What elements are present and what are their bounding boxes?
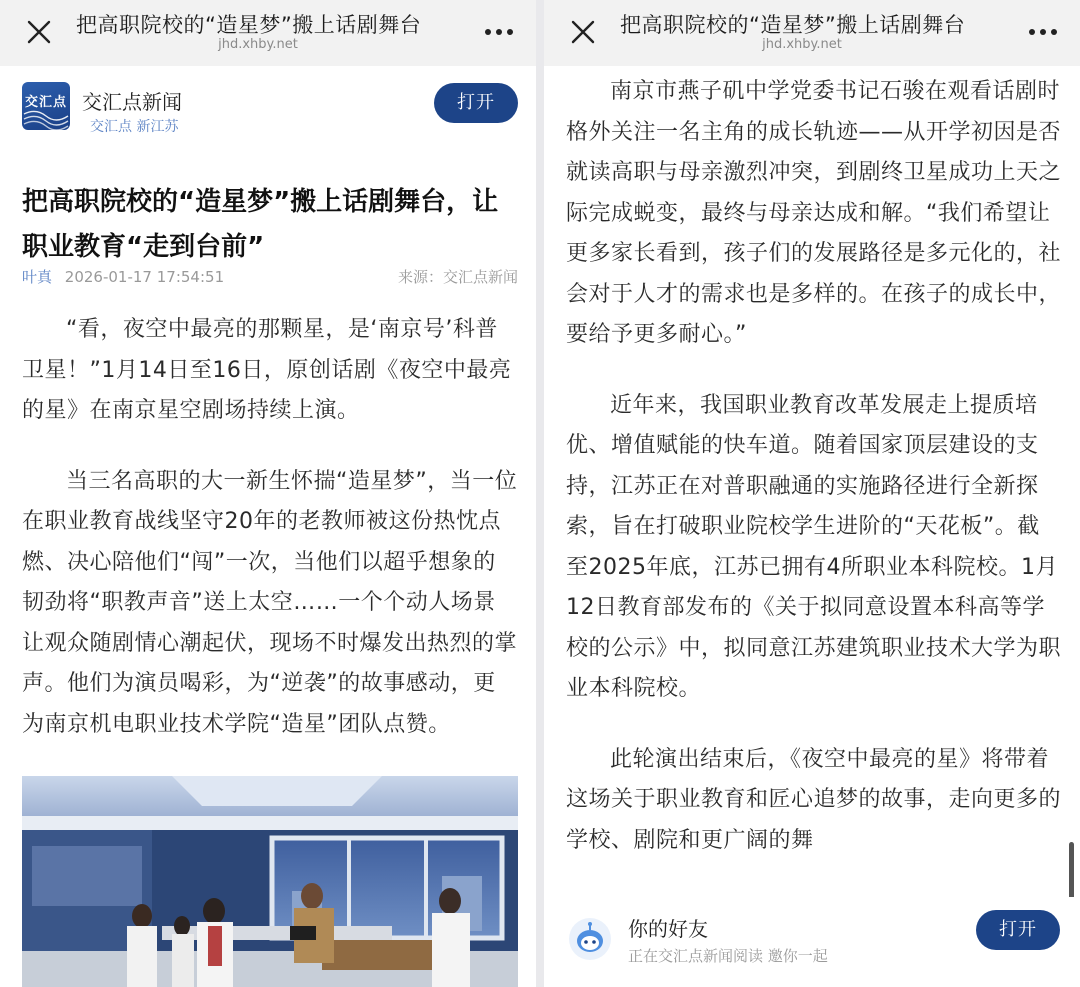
article-body-left xyxy=(22,310,518,775)
article-meta xyxy=(22,266,518,287)
stage-photo[interactable] xyxy=(22,776,518,987)
nav-url: jhd.xhby.net xyxy=(762,37,842,52)
article-source: 来源：交汇点新闻 xyxy=(397,268,518,286)
friend-name: 你的好友 xyxy=(628,917,708,941)
paragraph: “看，夜空中最亮的那颗星，是‘南京号’科普卫星！”1月14日至16日，原创话剧《夜空中最亮的星》在南京星空剧场持续上演。 xyxy=(22,317,512,423)
robot-avatar-icon xyxy=(568,917,612,961)
article-author[interactable]: 叶真 xyxy=(22,268,53,286)
friend-open-button[interactable]: 打开 xyxy=(976,910,1060,950)
article-panel-right xyxy=(544,0,1080,987)
paragraph: 此轮演出结束后，《夜空中最亮的星》将带着这场关于职业教育和匠心追梦的故事，走向更多的学校、剧院和更广阔的舞 xyxy=(566,746,1062,853)
more-icon[interactable] xyxy=(1028,22,1058,42)
top-nav-bar xyxy=(0,0,536,66)
article-body-right xyxy=(566,72,1062,891)
app-logo xyxy=(22,82,70,130)
brand-subtitle: 交汇点 新江苏 xyxy=(90,119,179,135)
friend-subtitle: 正在交汇点新闻阅读 邀你一起 xyxy=(628,947,828,965)
nav-title: 把高职院校的“造星梦”搬上话剧舞台 xyxy=(76,13,422,37)
top-nav-bar xyxy=(544,0,1080,66)
paragraph: 当三名高职的大一新生怀揣“造星梦”，当一位在职业教育战线坚守20年的老教师被这份热忱点燃、决心陪他们“闯”一次，当他们以超乎想象的韧劲将“职教声音”送上太空……一个个动人场景让观众随剧情心潮起伏，现场不时爆发出热烈的掌声。他们为演员喝彩，为“逆袭”的故事感动，更为南京机电职业技术学院“造星”团队点赞。 xyxy=(22,468,518,737)
article-date: 2026-01-17 17:54:51 xyxy=(64,268,225,286)
brand-row xyxy=(0,78,536,138)
stage-scene-image xyxy=(22,776,518,987)
logo-wave-icon xyxy=(22,108,70,130)
paragraph: 近年来，我国职业教育改革发展走上提质培优、增值赋能的快车道。随着国家顶层建设的支持，江苏正在对普职融通的实施路径进行全新探索，旨在打破职业院校学生进阶的“天花板”。截至2025年底，江苏已拥有4所职业本科院校。1月12日教育部发布的《关于拟同意设置本科高等学校的公示》中，拟同意江苏建筑职业技术大学为职业本科院校。 xyxy=(566,392,1062,701)
nav-url: jhd.xhby.net xyxy=(218,37,298,52)
paragraph: 南京市燕子矶中学党委书记石骏在观看话剧时格外关注一名主角的成长轨迹——从开学初因是否就读高职与母亲激烈冲突，到剧终卫星成功上天之际完成蜕变，最终与母亲达成和解。“我们希望让更多家长看到，孩子们的发展路径是多元化的，社会对于人才的需求也是多样的。在孩子的成长中，要给予更多耐心。” xyxy=(566,79,1062,347)
article-panel-left xyxy=(0,0,536,987)
article-headline: 把高职院校的“造星梦”搬上话剧舞台，让职业教育“走到台前” xyxy=(22,187,499,262)
brand-name: 交汇点新闻 xyxy=(82,90,182,114)
logo-text: 交汇点 xyxy=(24,95,67,110)
friend-invite-bar xyxy=(544,897,1080,987)
nav-title: 把高职院校的“造星梦”搬上话剧舞台 xyxy=(620,13,966,37)
open-app-button[interactable]: 打开 xyxy=(434,83,518,123)
more-icon[interactable] xyxy=(484,22,514,42)
